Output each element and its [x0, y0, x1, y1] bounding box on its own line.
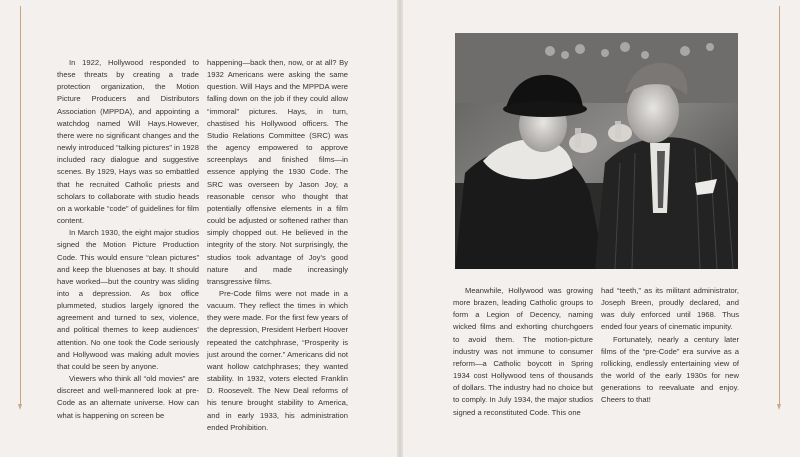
text-column-2	[207, 57, 348, 434]
photo-image	[455, 33, 738, 269]
rule-arrow-icon	[18, 404, 23, 410]
left-margin-rule	[20, 6, 21, 406]
text-column-1	[57, 57, 199, 422]
paragraph: Pre-Code films were not made in a vacuum. They reflect the times in which they were made. For the first few years of the depression, President Herbert Hoover repeated the catchphrase, “Prosperity is just around the corner.” Americans did not want hollow catchphrases; they wanted stability. In 1932, voters elected Franklin D. Roosevelt. The New Deal reforms of his tenure brought stability to America, and in early 1933, his administration ended Prohibition.	[207, 288, 348, 432]
text-column-4	[601, 285, 739, 407]
paragraph: Fortunately, nearly a century later films of the “pre-Code” era survive as a rollicking, endlessly entertaining view of the world of the early 1930s for new generations to reevaluate and enjoy. Cheers to that!	[601, 334, 739, 405]
paragraph: had “teeth,” as its militant administrator, Joseph Breen, proudly declared, and was duly enforced until 1968. Thus ended four years of cinematic impunity.	[601, 286, 739, 332]
paragraph: happening—back then, now, or at all? By 1932 Americans were asking the same question. Will Hays and the MPPDA were falling down on the job if they could allow “immoral” pictures. Hays, in turn, chastised his Hollywood officers. The Studio Relations Committee (SRC) was the agency empowered to approve screenplays and finished films—in essence applying the 1930 Code. The SRC was overseen by Jason Joy, a reasonable censor who thought that potentially offensive elements in a film could be adjusted or softened rather than simply chopped out. He believed in the integrity of the story. Not surprisingly, the studios took advantage of Joy’s good nature and made increasingly transgressive films.	[207, 58, 348, 286]
right-margin-rule	[779, 6, 780, 406]
film-still-photo	[455, 33, 738, 269]
paragraph: In 1922, Hollywood responded to these threats by creating a trade protection organization, the Motion Picture Producers and Distributors Association (MPPDA), and appointing a watchdog named Will Hays.However, there were no significant changes and the newly introduced “talking pictures” in 1928 included racy dialogue and suggestive scenes. By 1929, Hays was so embattled that he recruited Catholic priests and scholars to collaborate with studio heads on a workable “code” of guidelines for film content.	[57, 58, 199, 226]
paragraph: In March 1930, the eight major studios signed the Motion Picture Production Code. This would ensure “clean pictures” and keep the bluenoses at bay. It should have worked—but the country was sliding into a depression. As box office plummeted, studios largely ignored the agreement and turned to sex, violence, and political themes to keep audiences’ attention. No one took the Code seriously and Hollywood was making adult movies that could be seen by anyone.	[57, 228, 199, 371]
paragraph: Meanwhile, Hollywood was growing more brazen, leading Catholic groups to form a Legion of Decency, naming wicked films and exhorting churchgoers to avoid them. The motion-picture industry was not immune to consumer reform—a Catholic boycott in Spring 1934 cost Hollywood tens of thousands of dollars. The industry had no choice but to comply. In July 1934, the major studios signed a reconstituted Code. This one	[453, 286, 593, 417]
paragraph: Viewers who think all “old movies” are discreet and well-mannered look at pre-Code as an alternate universe. How can what is happening on screen be	[57, 374, 199, 420]
text-column-3	[453, 285, 593, 419]
rule-arrow-icon	[777, 404, 782, 410]
